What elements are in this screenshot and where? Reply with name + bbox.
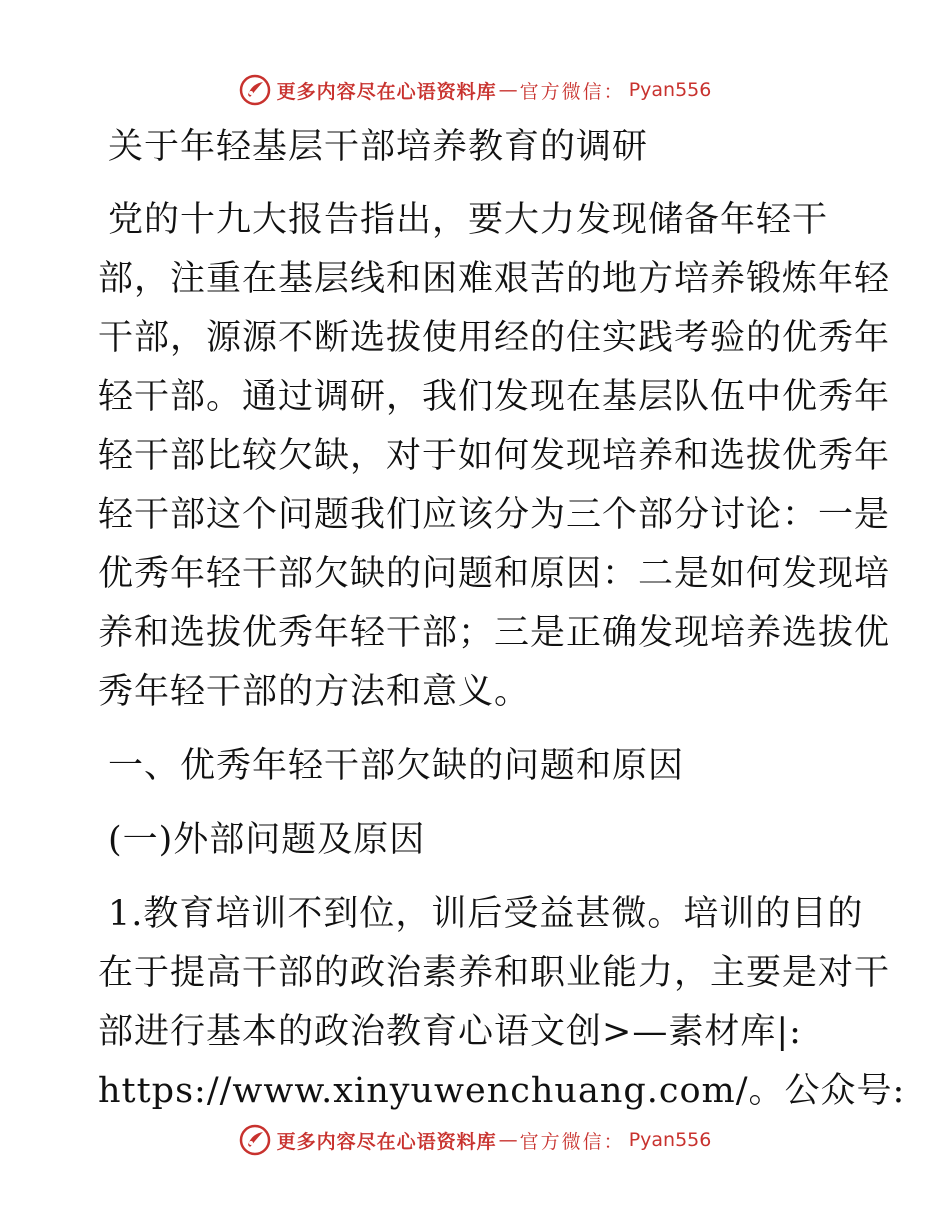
- subsection-heading: (一)外部问题及原因: [108, 820, 426, 860]
- watermark-brand: 更多内容尽在心语资料库: [276, 1130, 497, 1153]
- paragraph-line: 优秀年轻干部欠缺的问题和原因：二是如何发现培: [98, 554, 891, 594]
- paragraph-line: 轻干部比较欠缺，对于如何发现培养和选拔优秀年: [98, 436, 891, 476]
- watermark-official: 官方微信：: [519, 1130, 625, 1153]
- brand-logo-icon: [239, 74, 271, 106]
- paragraph-line: 在于提高干部的政治素养和职业能力，主要是对干: [98, 953, 891, 993]
- paragraph-line: 1.教育培训不到位，训后受益甚微。培训的目的: [108, 894, 864, 934]
- paragraph-line: 党的十九大报告指出，要大力发现储备年轻干: [108, 200, 829, 240]
- paragraph-line: 干部，源源不断选拔使用经的住实践考验的优秀年: [98, 318, 891, 358]
- watermark-header: [0, 70, 950, 110]
- paragraph-line: 部进行基本的政治教育心语文创>—素材库|:: [98, 1012, 802, 1052]
- intro-paragraph: [98, 191, 891, 722]
- paragraph-line: 养和选拔优秀年轻干部；三是正确发现培养选拔优: [98, 613, 891, 653]
- watermark-handle: Pyan556: [628, 79, 712, 101]
- url-line: https://www.xinyuwenchuang.com/。公众号:: [98, 1071, 906, 1111]
- paragraph-line: 轻干部这个问题我们应该分为三个部分讨论：一是: [98, 495, 891, 535]
- brand-logo-icon: [239, 1124, 271, 1156]
- watermark-handle: Pyan556: [628, 1129, 712, 1151]
- paragraph-line: 秀年轻干部的方法和意义。: [98, 672, 531, 712]
- document-title: 关于年轻基层干部培养教育的调研: [108, 127, 649, 167]
- section-heading: 一、优秀年轻干部欠缺的问题和原因: [108, 746, 685, 786]
- watermark-separator: —: [498, 79, 518, 101]
- document-body: [98, 118, 906, 1121]
- watermark-official: 官方微信：: [519, 80, 625, 103]
- item-paragraph: [98, 885, 906, 1121]
- paragraph-line: 轻干部。通过调研，我们发现在基层队伍中优秀年: [98, 377, 891, 417]
- watermark-footer: [0, 1120, 950, 1160]
- watermark-brand: 更多内容尽在心语资料库: [276, 80, 497, 103]
- watermark-separator: —: [498, 1129, 518, 1151]
- paragraph-line: 部，注重在基层线和困难艰苦的地方培养锻炼年轻: [98, 259, 891, 299]
